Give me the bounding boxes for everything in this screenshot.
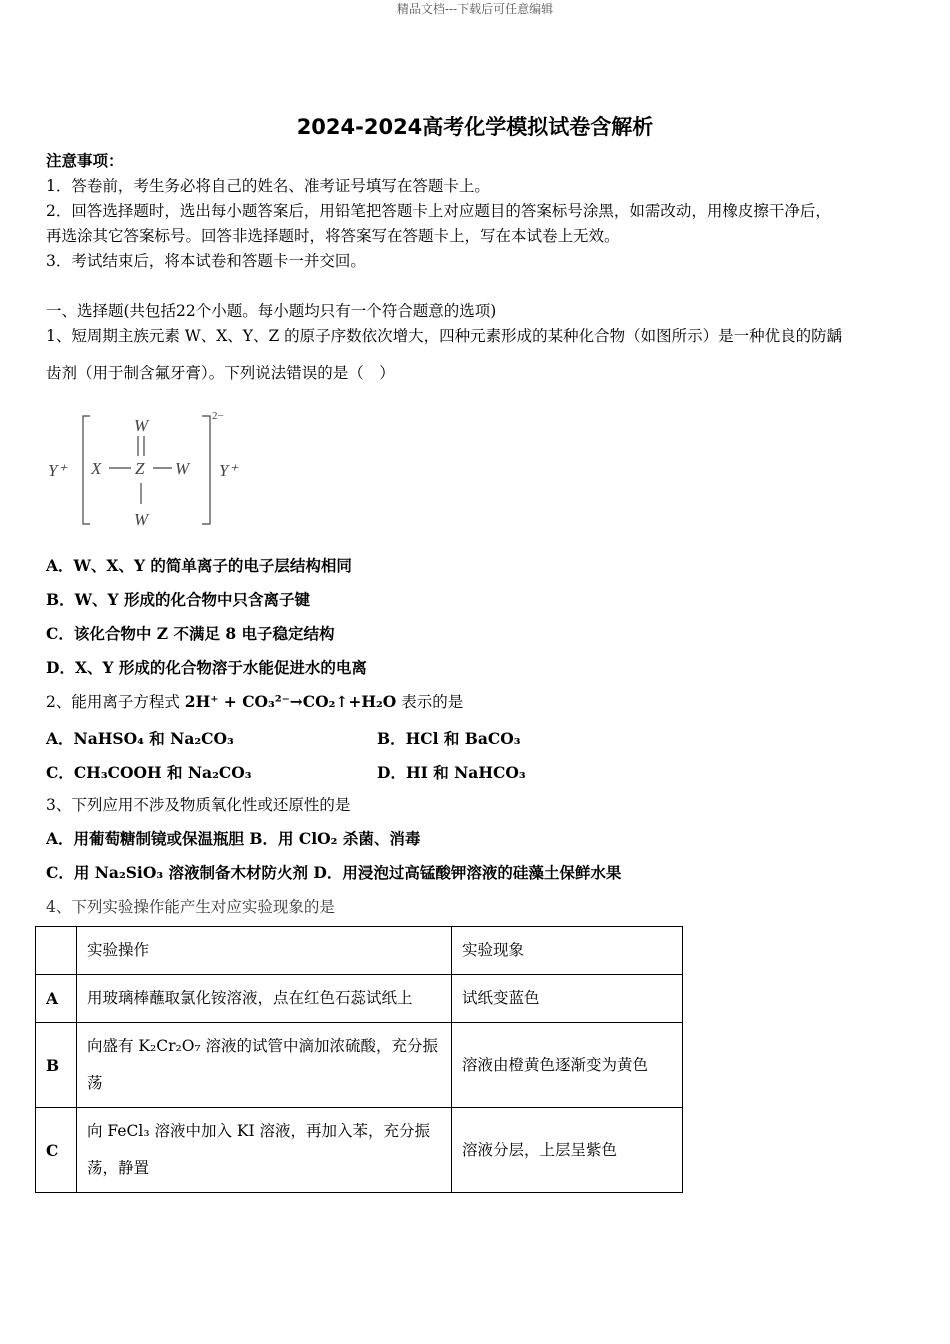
q1-option-a: A．W、X、Y 的简单离子的电子层结构相同 xyxy=(46,556,352,575)
row-label: B xyxy=(36,1023,77,1108)
q2-option-a: A．NaHSO₄ 和 Na₂CO₃ xyxy=(46,729,234,748)
q2-equation: 2H⁺ + CO₃²⁻→CO₂↑+H₂O xyxy=(184,692,397,711)
row-operation: 向 FeCl₃ 溶液中加入 KI 溶液，再加入苯，充分振荡，静置 xyxy=(77,1108,452,1193)
q4-stem: 4、下列实验操作能产生对应实验现象的是 xyxy=(46,898,335,916)
section-heading: 一、选择题(共包括22个小题。每小题均只有一个符合题意的选项) xyxy=(46,302,497,320)
q3-stem: 3、下列应用不涉及物质氧化性或还原性的是 xyxy=(46,796,351,814)
row-observation: 溶液分层，上层呈紫色 xyxy=(452,1108,683,1193)
right-cation: Y⁺ xyxy=(219,461,238,480)
q2-option-d: D．HI 和 NaHCO₃ xyxy=(377,763,526,782)
page-title: 2024-2024高考化学模拟试卷含解析 xyxy=(296,115,654,139)
q2-stem: 2、能用离子方程式 2H⁺ + CO₃²⁻→CO₂↑+H₂O 表示的是 xyxy=(46,692,464,711)
top-atom: W xyxy=(134,416,149,435)
bottom-atom: W xyxy=(134,510,149,529)
header-cell: 实验操作 xyxy=(77,927,452,975)
q1-stem-a: 1、短周期主族元素 W、X、Y、Z 的原子序数依次增大，四种元素形成的某种化合物（如图所示）是一种优良的防龋 xyxy=(46,327,843,345)
q1-option-d: D．X、Y 形成的化合物溶于水能促进水的电离 xyxy=(46,658,367,677)
header-cell xyxy=(36,927,77,975)
note-2a: 2．回答选择题时，选出每小题答案后，用铅笔把答题卡上对应题目的答案标号涂黑，如需改动，用橡皮擦干净后， xyxy=(46,202,831,220)
q3-options-ab: A．用葡萄糖制镜或保温瓶胆 B．用 ClO₂ 杀菌、消毒 xyxy=(46,829,421,848)
row-observation: 溶液由橙黄色逐渐变为黄色 xyxy=(452,1023,683,1108)
note-3: 3．考试结束后，将本试卷和答题卡一并交回。 xyxy=(46,252,366,270)
header-cell: 实验现象 xyxy=(452,927,683,975)
q1-option-c: C．该化合物中 Z 不满足 8 电子稳定结构 xyxy=(46,624,335,643)
note-1: 1．答卷前，考生务必将自己的姓名、准考证号填写在答题卡上。 xyxy=(46,177,490,195)
row-label: A xyxy=(36,975,77,1023)
note-2b: 再选涂其它答案标号。回答非选择题时，将答案写在答题卡上，写在本试卷上无效。 xyxy=(46,227,620,245)
right-atom: W xyxy=(175,459,190,478)
q1-option-b: B．W、Y 形成的化合物中只含离子键 xyxy=(46,590,310,609)
structure-diagram xyxy=(44,408,254,532)
table-row xyxy=(36,1108,683,1193)
left-cation: Y⁺ xyxy=(48,461,67,480)
q1-stem-b: 齿剂（用于制含氟牙膏）。下列说法错误的是（ ） xyxy=(46,364,395,382)
charge: 2− xyxy=(212,410,224,422)
row-observation: 试纸变蓝色 xyxy=(452,975,683,1023)
notes-heading: 注意事项： xyxy=(46,151,124,170)
table-row xyxy=(36,975,683,1023)
row-operation: 向盛有 K₂Cr₂O₇ 溶液的试管中滴加浓硫酸，充分振荡 xyxy=(77,1023,452,1108)
page-header: 精品文档---下载后可任意编辑 xyxy=(396,2,554,16)
row-operation: 用玻璃棒蘸取氯化铵溶液，点在红色石蕊试纸上 xyxy=(77,975,452,1023)
q2-option-b: B．HCl 和 BaCO₃ xyxy=(377,729,521,748)
q2-option-c: C．CH₃COOH 和 Na₂CO₃ xyxy=(46,763,252,782)
q3-options-cd: C．用 Na₂SiO₃ 溶液制备木材防火剂 D．用浸泡过高锰酸钾溶液的硅藻土保鲜水果 xyxy=(46,863,622,882)
row-label: C xyxy=(36,1108,77,1193)
table-header-row xyxy=(36,927,683,975)
table-row xyxy=(36,1023,683,1108)
center-atom: Z xyxy=(135,459,145,478)
experiment-table xyxy=(35,926,683,1193)
left-atom: X xyxy=(91,459,102,478)
